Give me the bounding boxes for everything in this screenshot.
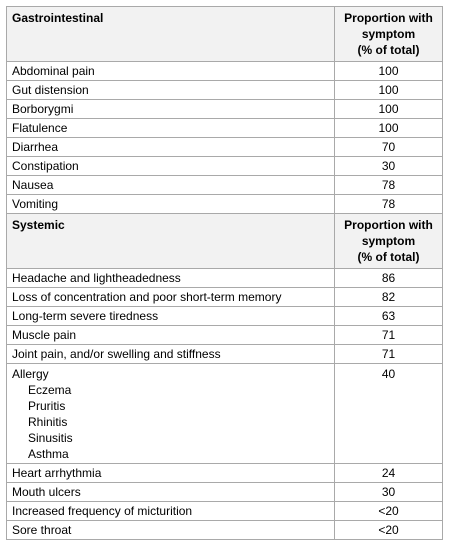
value-cell: 100 [335, 81, 443, 100]
table-row [7, 326, 443, 345]
value-cell: 24 [335, 464, 443, 483]
value-cell: 86 [335, 269, 443, 288]
value-cell: 82 [335, 288, 443, 307]
symptom-cell: Diarrhea [7, 138, 335, 157]
table-row [7, 483, 443, 502]
table-row [7, 81, 443, 100]
table-row [7, 502, 443, 521]
symptom-cell: Nausea [7, 176, 335, 195]
value-cell: <20 [335, 521, 443, 540]
table-row [7, 138, 443, 157]
value-cell: 40 [335, 364, 443, 464]
table-row [7, 176, 443, 195]
value-column-header [335, 214, 443, 269]
allergy-label: Allergy [12, 367, 49, 381]
symptom-cell: Muscle pain [7, 326, 335, 345]
table-row [7, 62, 443, 81]
table-row [7, 288, 443, 307]
value-cell: 100 [335, 100, 443, 119]
table-row-allergy [7, 364, 443, 464]
value-header-line: Proportion with [344, 218, 433, 232]
value-column-header [335, 7, 443, 62]
table-row [7, 269, 443, 288]
value-cell: 63 [335, 307, 443, 326]
symptom-cell: Gut distension [7, 81, 335, 100]
table-row [7, 521, 443, 540]
table-row [7, 157, 443, 176]
value-cell: <20 [335, 502, 443, 521]
value-header-line: (% of total) [357, 250, 420, 264]
table-row [7, 307, 443, 326]
section-header-row [7, 7, 443, 62]
allergy-subitem: Asthma [28, 447, 69, 461]
value-cell: 70 [335, 138, 443, 157]
section-header-row [7, 214, 443, 269]
value-cell: 78 [335, 176, 443, 195]
value-header-line: (% of total) [357, 43, 420, 57]
symptom-table-container [6, 6, 443, 540]
symptom-cell: Flatulence [7, 119, 335, 138]
symptom-cell: Abdominal pain [7, 62, 335, 81]
table-row [7, 195, 443, 214]
value-cell: 71 [335, 326, 443, 345]
value-cell: 30 [335, 483, 443, 502]
allergy-subitem: Pruritis [28, 399, 66, 413]
value-cell: 71 [335, 345, 443, 364]
table-row [7, 100, 443, 119]
symptom-cell: Sore throat [7, 521, 335, 540]
allergy-subitem: Rhinitis [28, 415, 68, 429]
allergy-subitem: Sinusitis [28, 431, 73, 445]
symptom-cell: Long-term severe tiredness [7, 307, 335, 326]
symptom-cell: Constipation [7, 157, 335, 176]
table-row [7, 464, 443, 483]
value-cell: 100 [335, 119, 443, 138]
symptom-cell: Mouth ulcers [7, 483, 335, 502]
table-row [7, 119, 443, 138]
table-row [7, 345, 443, 364]
symptom-cell: Heart arrhythmia [7, 464, 335, 483]
allergy-subitem: Eczema [28, 383, 72, 397]
value-header-line: symptom [361, 27, 416, 41]
symptom-cell-allergy [7, 364, 335, 464]
symptom-cell: Borborygmi [7, 100, 335, 119]
section-header-label: Gastrointestinal [7, 7, 335, 62]
value-header-line: symptom [361, 234, 416, 248]
value-header-line: Proportion with [344, 11, 433, 25]
symptom-cell: Headache and lightheadedness [7, 269, 335, 288]
symptom-cell: Loss of concentration and poor short-term memory [7, 288, 335, 307]
value-cell: 100 [335, 62, 443, 81]
value-cell: 78 [335, 195, 443, 214]
section-header-label: Systemic [7, 214, 335, 269]
value-cell: 30 [335, 157, 443, 176]
symptom-cell: Increased frequency of micturition [7, 502, 335, 521]
symptom-table [6, 6, 443, 540]
symptom-cell: Vomiting [7, 195, 335, 214]
symptom-cell: Joint pain, and/or swelling and stiffness [7, 345, 335, 364]
